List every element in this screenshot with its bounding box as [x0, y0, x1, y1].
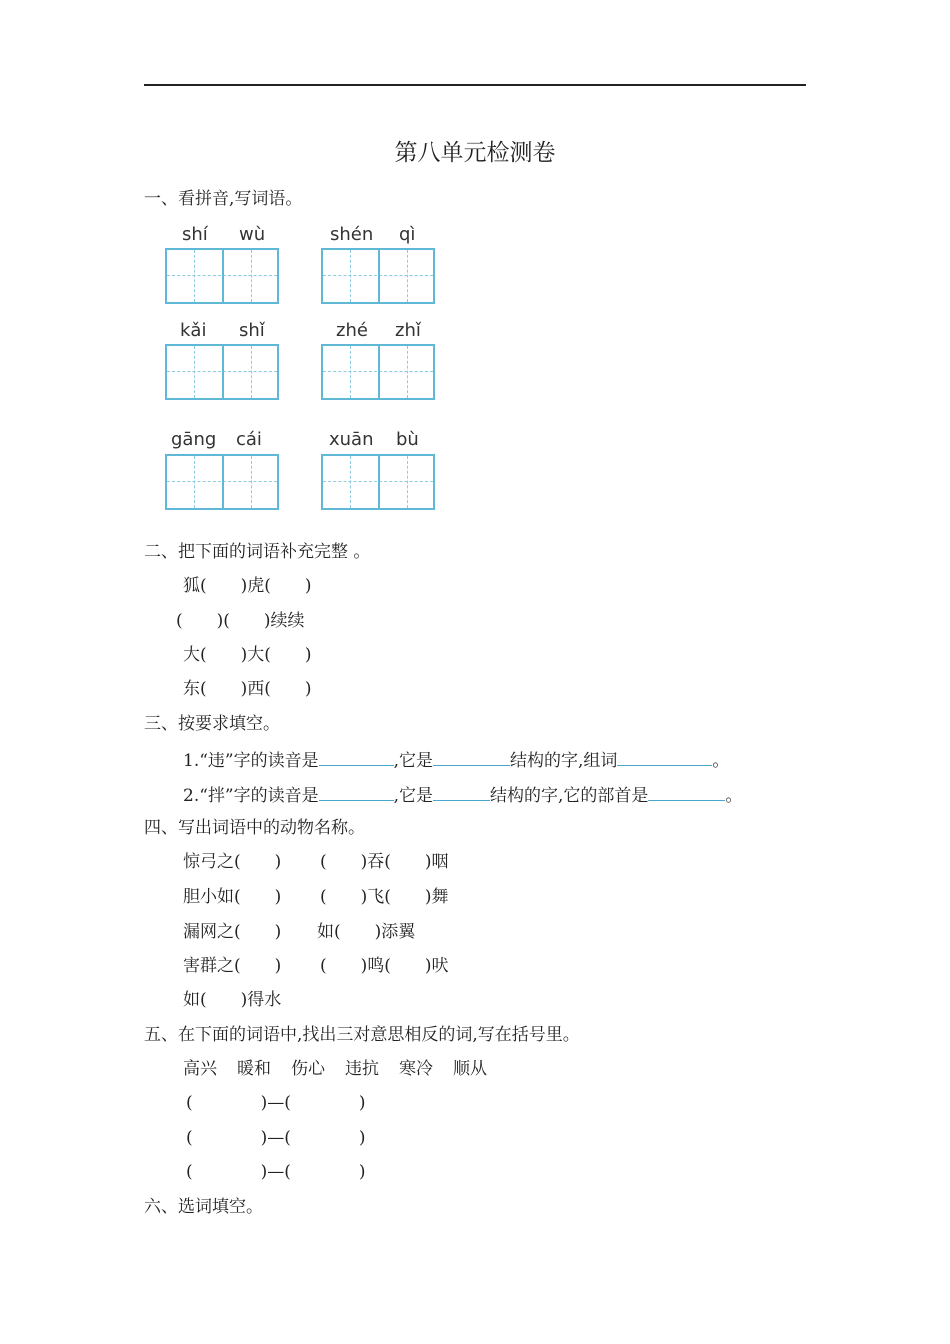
pinyin-2a: shén — [330, 224, 374, 245]
q1-blank-structure[interactable] — [433, 748, 510, 766]
q1-text-2: ,它是 — [393, 751, 434, 771]
antonym-pair-1[interactable]: ( )—( ) — [186, 1093, 366, 1113]
animal-idiom-4-left: 害群之( ) — [183, 956, 282, 976]
writing-grid-1[interactable] — [165, 248, 279, 304]
q1-blank-pronunciation[interactable] — [319, 748, 394, 766]
fill-question-2 — [183, 783, 742, 807]
animal-idiom-5-left: 如( )得水 — [183, 990, 282, 1010]
fill-question-1 — [183, 748, 729, 772]
animal-idiom-3-left: 漏网之( ) — [183, 922, 282, 942]
q2-text-1: 2.“拌”字的读音是 — [183, 786, 319, 806]
animal-idiom-3-right: 如( )添翼 — [317, 922, 416, 942]
q1-text-3: 结构的字,组词 — [510, 751, 618, 771]
page-title: 第八单元检测卷 — [394, 140, 556, 166]
section3-heading: 三、按要求填空。 — [144, 714, 280, 734]
word-5: 寒冷 — [399, 1059, 433, 1079]
pinyin-1b: wù — [239, 224, 266, 245]
word-2: 暖和 — [237, 1059, 271, 1079]
section1-heading: 一、看拼音,写词语。 — [144, 189, 303, 209]
pinyin-6a: xuān — [329, 429, 374, 450]
idiom-item-1: 狐( )虎( ) — [183, 576, 312, 596]
idiom-item-4: 东( )西( ) — [183, 679, 312, 699]
pinyin-3a: kǎi — [180, 320, 207, 341]
writing-grid-4[interactable] — [321, 344, 435, 400]
pinyin-2b: qì — [399, 224, 416, 245]
q1-blank-word[interactable] — [617, 748, 712, 766]
word-4: 违抗 — [345, 1059, 379, 1079]
animal-idiom-4-right: ( )鸣( )吠 — [320, 956, 449, 976]
animal-idiom-2-right: ( )飞( )舞 — [320, 887, 449, 907]
section2-heading: 二、把下面的词语补充完整 。 — [144, 542, 371, 562]
writing-grid-3[interactable] — [165, 344, 279, 400]
pinyin-1a: shí — [182, 224, 208, 245]
word-1: 高兴 — [183, 1059, 217, 1079]
animal-idiom-1-right: ( )吞( )咽 — [320, 852, 449, 872]
q2-blank-pronunciation[interactable] — [319, 783, 394, 801]
q2-text-3: 结构的字,它的部首是 — [490, 786, 649, 806]
antonym-pair-3[interactable]: ( )—( ) — [186, 1162, 366, 1182]
word-6: 顺从 — [453, 1059, 487, 1079]
q2-text-4: 。 — [725, 786, 743, 806]
animal-idiom-2-left: 胆小如( ) — [183, 887, 282, 907]
writing-grid-6[interactable] — [321, 454, 435, 510]
q2-text-2: ,它是 — [393, 786, 434, 806]
section4-heading: 四、写出词语中的动物名称。 — [144, 818, 365, 838]
q2-blank-structure[interactable] — [433, 783, 490, 801]
writing-grid-2[interactable] — [321, 248, 435, 304]
q1-text-4: 。 — [712, 751, 730, 771]
antonym-pair-2[interactable]: ( )—( ) — [186, 1128, 366, 1148]
word-bank — [183, 1058, 487, 1080]
pinyin-4b: zhǐ — [395, 320, 421, 341]
idiom-item-3: 大( )大( ) — [183, 645, 312, 665]
q2-blank-radical[interactable] — [648, 783, 725, 801]
section5-heading: 五、在下面的词语中,找出三对意思相反的词,写在括号里。 — [144, 1025, 580, 1045]
q1-text-1: 1.“违”字的读音是 — [183, 751, 319, 771]
header-rule — [144, 84, 806, 86]
pinyin-5a: gāng — [171, 429, 217, 450]
writing-grid-5[interactable] — [165, 454, 279, 510]
word-3: 伤心 — [291, 1059, 325, 1079]
pinyin-5b: cái — [236, 429, 262, 450]
animal-idiom-1-left: 惊弓之( ) — [183, 852, 282, 872]
pinyin-4a: zhé — [336, 320, 368, 341]
pinyin-6b: bù — [396, 429, 419, 450]
pinyin-3b: shǐ — [239, 320, 265, 341]
section6-heading: 六、选词填空。 — [144, 1197, 263, 1217]
idiom-item-2: ( )( )续续 — [176, 611, 305, 631]
